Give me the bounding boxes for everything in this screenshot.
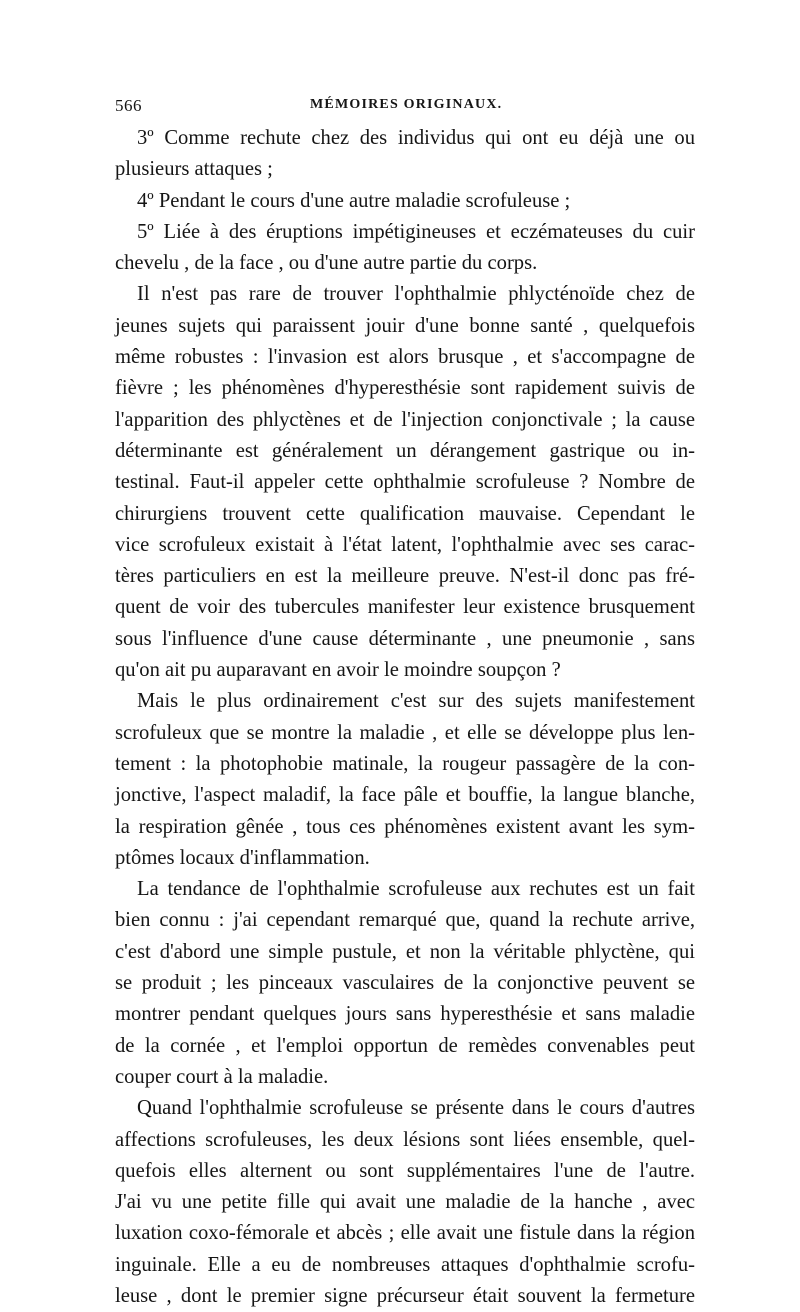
page-number: 566: [115, 96, 142, 115]
text-line: la respiration gênée , tous ces phénomènes existent avant les sym-: [115, 815, 695, 838]
text-line: jonctive, l'aspect maladif, la face pâle et bouffie, la langue blanche,: [115, 784, 695, 807]
text-line: 3º Comme rechute chez des individus qui ont eu déjà une ou: [137, 127, 695, 149]
text-line: quent de voir des tubercules manifester leur existence brusquement: [115, 596, 695, 619]
text-line: montrer pendant quelques jours sans hyperesthésie et sans maladie: [115, 1003, 695, 1026]
page-header: [115, 96, 695, 122]
text-line: 4º Pendant le cours d'une autre maladie scrofuleuse ;: [137, 189, 571, 212]
text-line: Il n'est pas rare de trouver l'ophthalmie phlycténoïde chez de: [137, 283, 695, 306]
text-line: Quand l'ophthalmie scrofuleuse se présente dans le cours d'autres: [137, 1097, 695, 1120]
text-line: bien connu : j'ai cependant remarqué que, quand la rechute arrive,: [115, 909, 695, 932]
text-line: affections scrofuleuses, les deux lésions sont liées ensemble, quel-: [115, 1128, 695, 1151]
text-line: jeunes sujets qui paraissent jouir d'une bonne santé , quelquefois: [115, 314, 695, 337]
text-line: La tendance de l'ophthalmie scrofuleuse aux rechutes est un fait: [137, 878, 695, 901]
text-line: inguinale. Elle a eu de nombreuses attaques d'ophthalmie scrofu-: [115, 1253, 695, 1276]
text-line: testinal. Faut-il appeler cette ophthalmie scrofuleuse ? Nombre de: [115, 471, 695, 494]
text-line: déterminante est généralement un dérangement gastrique ou in-: [115, 439, 695, 462]
text-line: fièvre ; les phénomènes d'hyperesthésie sont rapidement suivis de: [115, 377, 695, 400]
text-line: leuse , dont le premier signe précurseur était souvent la fermeture: [115, 1284, 695, 1307]
text-line: quefois elles alternent ou sont supplémentaires l'une de l'autre.: [115, 1159, 695, 1182]
text-line: sous l'influence d'une cause déterminante , une pneumonie , sans: [115, 627, 695, 650]
text-line: vice scrofuleux existait à l'état latent, l'ophthalmie avec ses carac-: [115, 533, 695, 556]
text-line: c'est d'abord une simple pustule, et non la véritable phlyctène, qui: [115, 940, 695, 963]
text-line: chevelu , de la face , ou d'une autre partie du corps.: [115, 252, 538, 275]
running-title: MÉMOIRES ORIGINAUX.: [310, 97, 503, 112]
text-line: même robustes : l'invasion est alors brusque , et s'accompagne de: [115, 346, 695, 369]
text-line: se produit ; les pinceaux vasculaires de la conjonctive peuvent se: [115, 972, 695, 995]
text-line: tement : la photophobie matinale, la rougeur passagère de la con-: [115, 752, 695, 775]
text-line: couper court à la maladie.: [115, 1065, 329, 1088]
text-line: tères particuliers en est la meilleure preuve. N'est-il donc pas fré-: [115, 565, 695, 588]
text-line: plusieurs attaques ;: [115, 158, 273, 181]
text-line: 5º Liée à des éruptions impétigineuses et eczémateuses du cuir: [137, 220, 695, 243]
text-line: ptômes locaux d'inflammation.: [115, 846, 370, 869]
text-line: de la cornée , et l'emploi opportun de remèdes convenables peut: [115, 1034, 695, 1057]
text-line: scrofuleux que se montre la maladie , et elle se développe plus len-: [115, 721, 695, 744]
text-line: Mais le plus ordinairement c'est sur des sujets manifestement: [137, 690, 695, 713]
body-text: [115, 123, 695, 1312]
text-line: qu'on ait pu auparavant en avoir le moindre soupçon ?: [115, 659, 561, 682]
text-line: J'ai vu une petite fille qui avait une maladie de la hanche , avec: [115, 1191, 695, 1214]
text-line: luxation coxo-fémorale et abcès ; elle avait une fistule dans la région: [115, 1222, 695, 1245]
text-line: chirurgiens trouvent cette qualification mauvaise. Cependant le: [115, 502, 695, 525]
text-line: l'apparition des phlyctènes et de l'injection conjonctivale ; la cause: [115, 408, 695, 431]
